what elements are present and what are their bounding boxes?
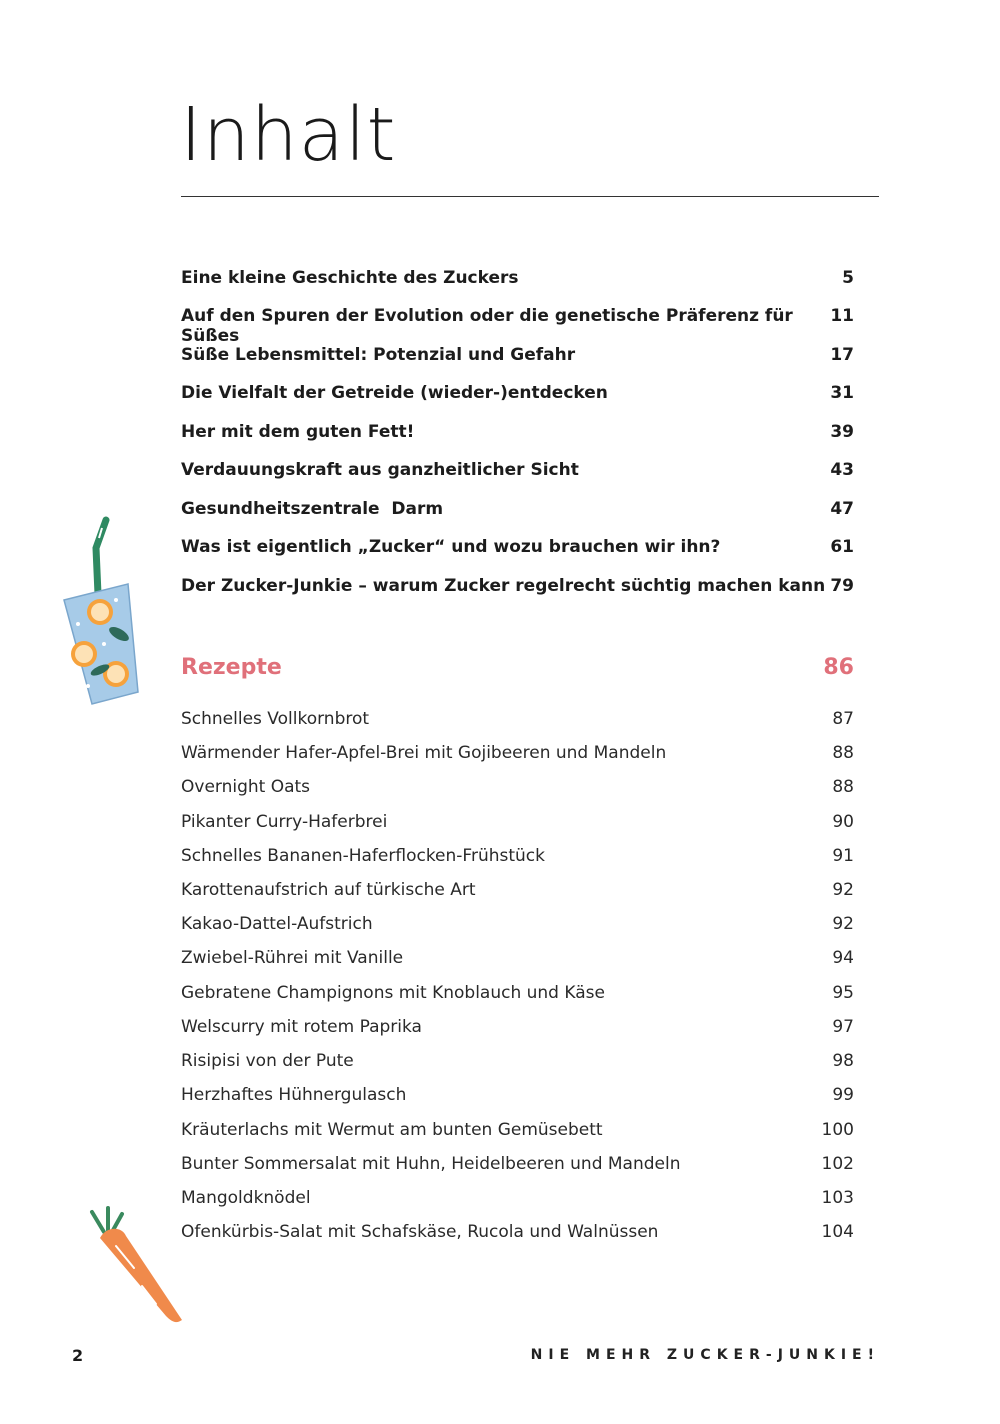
running-title: NIE MEHR ZUCKER-JUNKIE! [530, 1347, 880, 1363]
section-page: 86 [823, 655, 854, 680]
toc-entry-title: Der Zucker-Junkie – warum Zucker regelrecht süchtig machen kann [181, 576, 826, 596]
toc-entry-title: Wärmender Hafer-Apfel-Brei mit Gojibeeren und Mandeln [181, 743, 667, 763]
toc-entry-page: 92 [832, 880, 854, 900]
toc-entry-title: Die Vielfalt der Getreide (wieder-)entdecken [181, 383, 608, 403]
toc-entry-page: 47 [830, 499, 854, 519]
toc-entry-page: 98 [832, 1051, 854, 1071]
toc-entry-page: 43 [830, 460, 854, 480]
toc-entry-title: Her mit dem guten Fett! [181, 422, 415, 442]
toc-entry[interactable] [181, 1222, 854, 1242]
toc-entry[interactable] [181, 983, 854, 1003]
toc-entry-title: Verdauungskraft aus ganzheitlicher Sicht [181, 460, 579, 480]
toc-entry[interactable] [181, 1051, 854, 1071]
toc-entry-title: Gesundheitszentrale Darm [181, 499, 444, 519]
toc-entry-title: Ofenkürbis-Salat mit Schafskäse, Rucola und Walnüssen [181, 1222, 659, 1242]
toc-entry-title: Gebratene Champignons mit Knoblauch und Käse [181, 983, 605, 1003]
toc-entry[interactable] [181, 812, 854, 832]
toc-entry[interactable] [181, 460, 854, 480]
page-number: 2 [72, 1346, 84, 1365]
toc-entry[interactable] [181, 306, 854, 346]
toc-entry-title: Eine kleine Geschichte des Zuckers [181, 268, 519, 288]
toc-entry[interactable] [181, 537, 854, 557]
toc-entry-title: Schnelles Bananen-Haferflocken-Frühstück [181, 846, 545, 866]
toc-entry-page: 31 [830, 383, 854, 403]
toc-entry-title: Auf den Spuren der Evolution oder die genetische Präferenz für Süßes [181, 306, 793, 346]
section-title: Rezepte [181, 655, 282, 680]
toc-entry[interactable] [181, 914, 854, 934]
toc-entry-page: 88 [832, 777, 854, 797]
toc-entry[interactable] [181, 1017, 854, 1037]
toc-entry-title: Kräuterlachs mit Wermut am bunten Gemüsebett [181, 1120, 603, 1140]
toc-entry-title: Welscurry mit rotem Paprika [181, 1017, 422, 1037]
toc-entry-title: Süße Lebensmittel: Potenzial und Gefahr [181, 345, 576, 365]
toc-entry[interactable] [181, 1188, 854, 1208]
carrot-icon [86, 1206, 186, 1326]
toc-entry-page: 104 [821, 1222, 854, 1242]
toc-entry[interactable] [181, 948, 854, 968]
toc-entry-page: 95 [832, 983, 854, 1003]
toc-entry-page: 11 [830, 306, 854, 326]
toc-entry[interactable] [181, 499, 854, 519]
toc-entry-title: Mangoldknödel [181, 1188, 311, 1208]
toc-entry[interactable] [181, 846, 854, 866]
toc-entry-page: 92 [832, 914, 854, 934]
toc-entry[interactable] [181, 383, 854, 403]
toc-entry[interactable] [181, 1120, 854, 1140]
toc-entry-title: Kakao-Dattel-Aufstrich [181, 914, 373, 934]
toc-entry[interactable] [181, 777, 854, 797]
page-title: Inhalt [180, 92, 397, 178]
section-heading-recipes[interactable] [181, 655, 854, 680]
toc-entry[interactable] [181, 576, 854, 596]
title-rule [181, 196, 879, 197]
toc-entry[interactable] [181, 743, 854, 763]
toc-entry[interactable] [181, 880, 854, 900]
toc-entry[interactable] [181, 345, 854, 365]
toc-entry-page: 91 [832, 846, 854, 866]
toc-entry-page: 61 [830, 537, 854, 557]
toc-entry-page: 97 [832, 1017, 854, 1037]
toc-entry[interactable] [181, 1085, 854, 1105]
toc-entry-title: Bunter Sommersalat mit Huhn, Heidelbeeren und Mandeln [181, 1154, 681, 1174]
toc-entry-title: Karottenaufstrich auf türkische Art [181, 880, 476, 900]
toc-entry[interactable] [181, 268, 854, 288]
toc-entry-title: Was ist eigentlich „Zucker“ und wozu brauchen wir ihn? [181, 537, 721, 557]
toc-entry-page: 100 [821, 1120, 854, 1140]
toc-entry-page: 94 [832, 948, 854, 968]
toc-entry-title: Zwiebel-Rührei mit Vanille [181, 948, 404, 968]
toc-entry-title: Schnelles Vollkornbrot [181, 709, 370, 729]
toc-entry-title: Herzhaftes Hühnergulasch [181, 1085, 407, 1105]
toc-entry[interactable] [181, 709, 854, 729]
toc-entry-page: 17 [830, 345, 854, 365]
toc-entry-page: 102 [821, 1154, 854, 1174]
toc-entry-page: 5 [842, 268, 854, 288]
toc-entry-title: Risipisi von der Pute [181, 1051, 354, 1071]
toc-entry-page: 103 [821, 1188, 854, 1208]
toc-entry-page: 87 [832, 709, 854, 729]
toc-entry-page: 79 [830, 576, 854, 596]
toc-entry-page: 99 [832, 1085, 854, 1105]
toc-entry-title: Pikanter Curry-Haferbrei [181, 812, 388, 832]
toc-entry-title: Overnight Oats [181, 777, 311, 797]
toc-entry[interactable] [181, 1154, 854, 1174]
toc-entry-page: 90 [832, 812, 854, 832]
drink-glass-icon [58, 516, 148, 710]
toc-entry[interactable] [181, 422, 854, 442]
toc-entry-page: 39 [830, 422, 854, 442]
toc-entry-page: 88 [832, 743, 854, 763]
